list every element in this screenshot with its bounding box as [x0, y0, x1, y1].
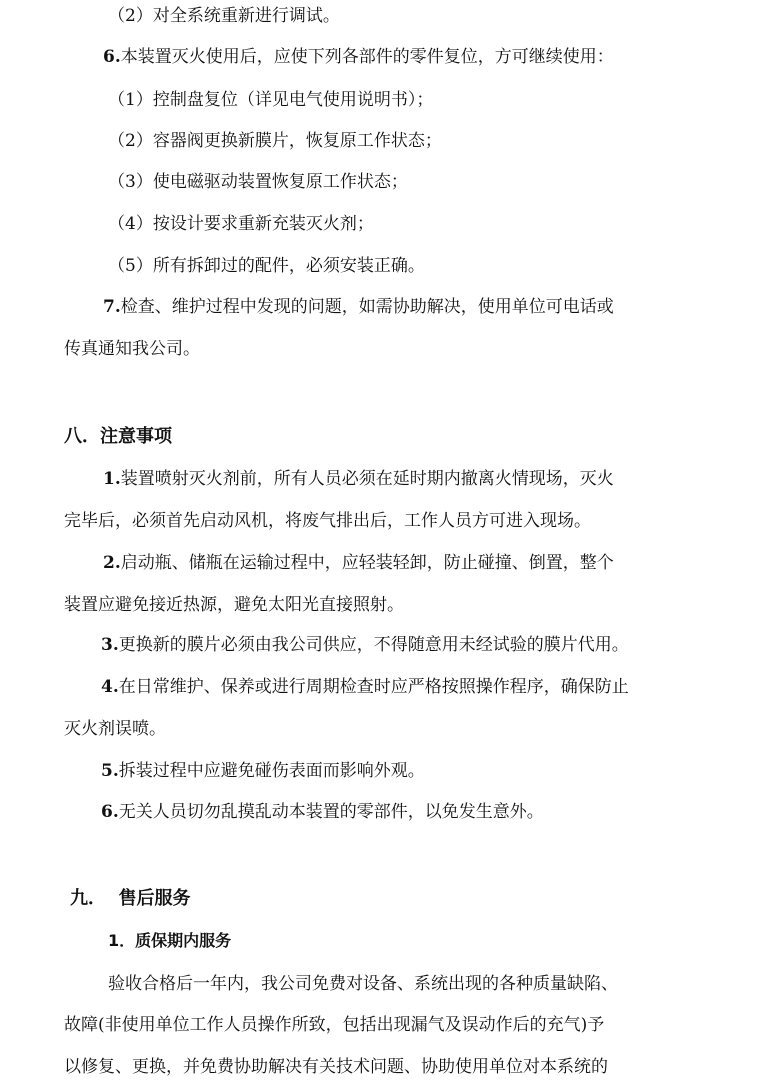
notice-4-number: 4. — [101, 677, 119, 697]
sub-item-3: （3）使电磁驱动装置恢复原工作状态； — [108, 172, 408, 192]
notice-1 — [103, 467, 614, 491]
item-7-line-1: 检查、维护过程中发现的问题，如需协助解决，使用单位可电话或 — [120, 297, 614, 317]
notice-3-line-1: 更换新的膜片必须由我公司供应，不得随意用未经试验的膜片代用。 — [118, 635, 629, 655]
item-5-2: （2）对全系统重新进行调试。 — [108, 6, 340, 26]
notice-4-line-1: 在日常维护、保养或进行周期检查时应严格按照操作程序，确保防止 — [118, 677, 629, 697]
notice-5-number: 5. — [101, 761, 119, 781]
notice-4 — [101, 675, 629, 699]
notice-2-line-2: 装置应避免接近热源，避免太阳光直接照射。 — [64, 595, 404, 615]
item-6-text: 本装置灭火使用后，应使下列各部件的零件复位，方可继续使用： — [120, 47, 614, 67]
notice-1-line-1: 装置喷射灭火剂前，所有人员必须在延时期内撤离火情现场，灭火 — [120, 469, 614, 489]
notice-5-line-1: 拆装过程中应避免碰伤表面而影响外观。 — [118, 761, 425, 781]
item-7 — [103, 295, 614, 319]
notice-2-line-1: 启动瓶、储瓶在运输过程中，应轻装轻卸，防止碰撞、倒置，整个 — [120, 553, 614, 573]
notice-6-line-1: 无关人员切勿乱摸乱动本装置的零部件，以免发生意外。 — [118, 802, 544, 822]
item-7-line-2: 传真通知我公司。 — [64, 339, 200, 359]
notice-1-line-2: 完毕后，必须首先启动风机，将废气排出后，工作人员方可进入现场。 — [64, 511, 591, 531]
notice-5 — [101, 759, 425, 783]
notice-4-line-2: 灭火剂误喷。 — [64, 719, 166, 739]
notice-3-number: 3. — [101, 635, 119, 655]
sub-item-1: （1）控制盘复位（详见电气使用说明书）； — [108, 90, 434, 110]
warranty-para-line-1: 验收合格后一年内，我公司免费对设备、系统出现的各种质量缺陷、 — [108, 974, 618, 994]
item-6-number: 6. — [103, 47, 121, 67]
sub-item-5: （5）所有拆卸过的配件，必须安装正确。 — [108, 256, 425, 276]
notice-6-number: 6. — [101, 802, 119, 822]
notice-2-number: 2. — [103, 553, 121, 573]
sub-item-2: （2）容器阀更换新膜片，恢复原工作状态； — [108, 131, 442, 151]
sub-item-4: （4）按设计要求重新充装灭火剂； — [108, 214, 374, 234]
section-9-subheading: 1．质保期内服务 — [108, 931, 232, 950]
section-8-heading: 八．注意事项 — [64, 426, 172, 447]
notice-3 — [101, 633, 629, 657]
item-6 — [103, 45, 614, 69]
warranty-para-line-2: 故障(非使用单位工作人员操作所致，包括出现漏气及误动作后的充气)予 — [64, 1015, 605, 1035]
section-9-heading: 九． 售后服务 — [70, 888, 191, 909]
notice-2 — [103, 551, 614, 575]
warranty-para-line-3: 以修复、更换，并免费协助解决有关技术问题、协助使用单位对本系统的 — [64, 1057, 608, 1077]
notice-1-number: 1. — [103, 469, 121, 489]
item-7-number: 7. — [103, 297, 121, 317]
notice-6 — [101, 800, 544, 824]
